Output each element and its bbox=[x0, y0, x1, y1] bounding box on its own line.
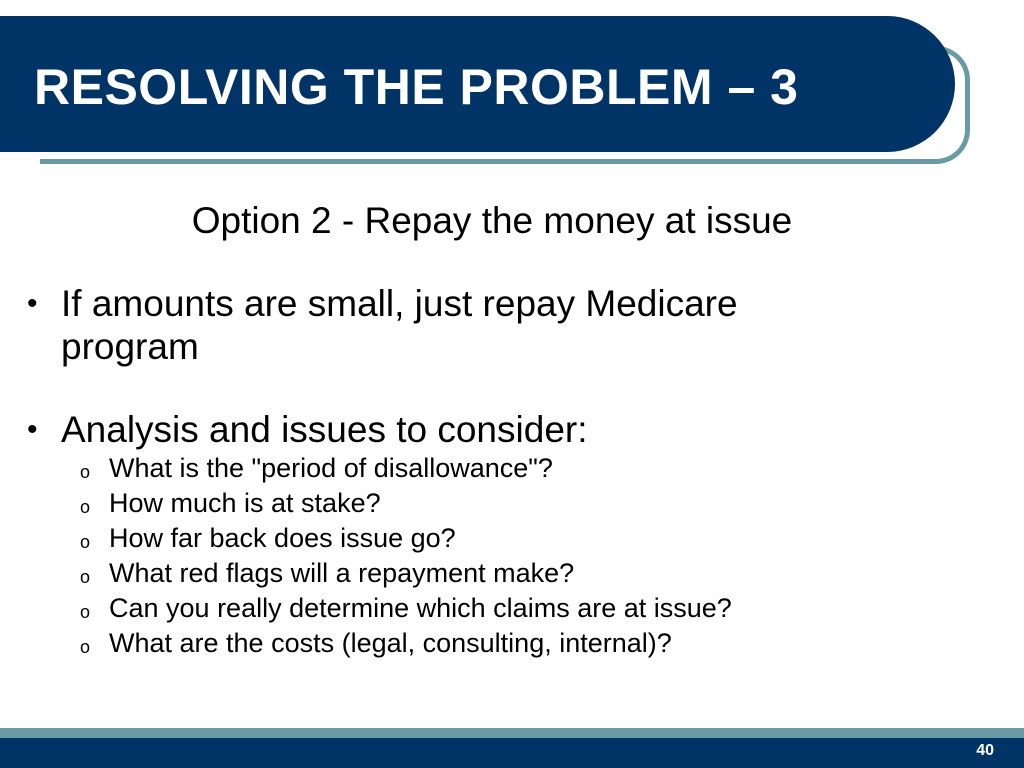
sub-bullet-text: What is the "period of disallowance"? bbox=[109, 453, 553, 483]
sub-bullet-text: What are the costs (legal, consulting, internal)? bbox=[109, 628, 672, 658]
sub-bullet-text: What red flags will a repayment make? bbox=[109, 558, 575, 588]
sub-bullet-text: Can you really determine which claims are at issue? bbox=[109, 593, 732, 623]
bullet-text: If amounts are small, just repay Medicare program bbox=[61, 283, 738, 367]
sub-bullet-text: How far back does issue go? bbox=[109, 523, 456, 553]
page-number: 40 bbox=[976, 742, 994, 759]
slide-title: RESOLVING THE PROBLEM – 3 bbox=[34, 59, 799, 115]
bullet-marker: • bbox=[27, 287, 38, 320]
sub-bullet-text: How much is at stake? bbox=[109, 488, 381, 518]
sub-bullet-marker: o bbox=[80, 497, 91, 517]
footer-bar bbox=[0, 738, 1024, 768]
sub-bullet-marker: o bbox=[80, 567, 91, 587]
bullet-marker: • bbox=[27, 413, 38, 446]
sub-bullet-marker: o bbox=[80, 532, 91, 552]
sub-bullet-marker: o bbox=[80, 462, 91, 482]
bullet-text: Analysis and issues to consider: bbox=[61, 409, 588, 450]
sub-bullet-marker: o bbox=[80, 602, 91, 622]
slide-subtitle: Option 2 - Repay the money at issue bbox=[191, 200, 793, 241]
sub-bullet-marker: o bbox=[80, 637, 91, 657]
footer-accent-stripe bbox=[0, 728, 1024, 738]
